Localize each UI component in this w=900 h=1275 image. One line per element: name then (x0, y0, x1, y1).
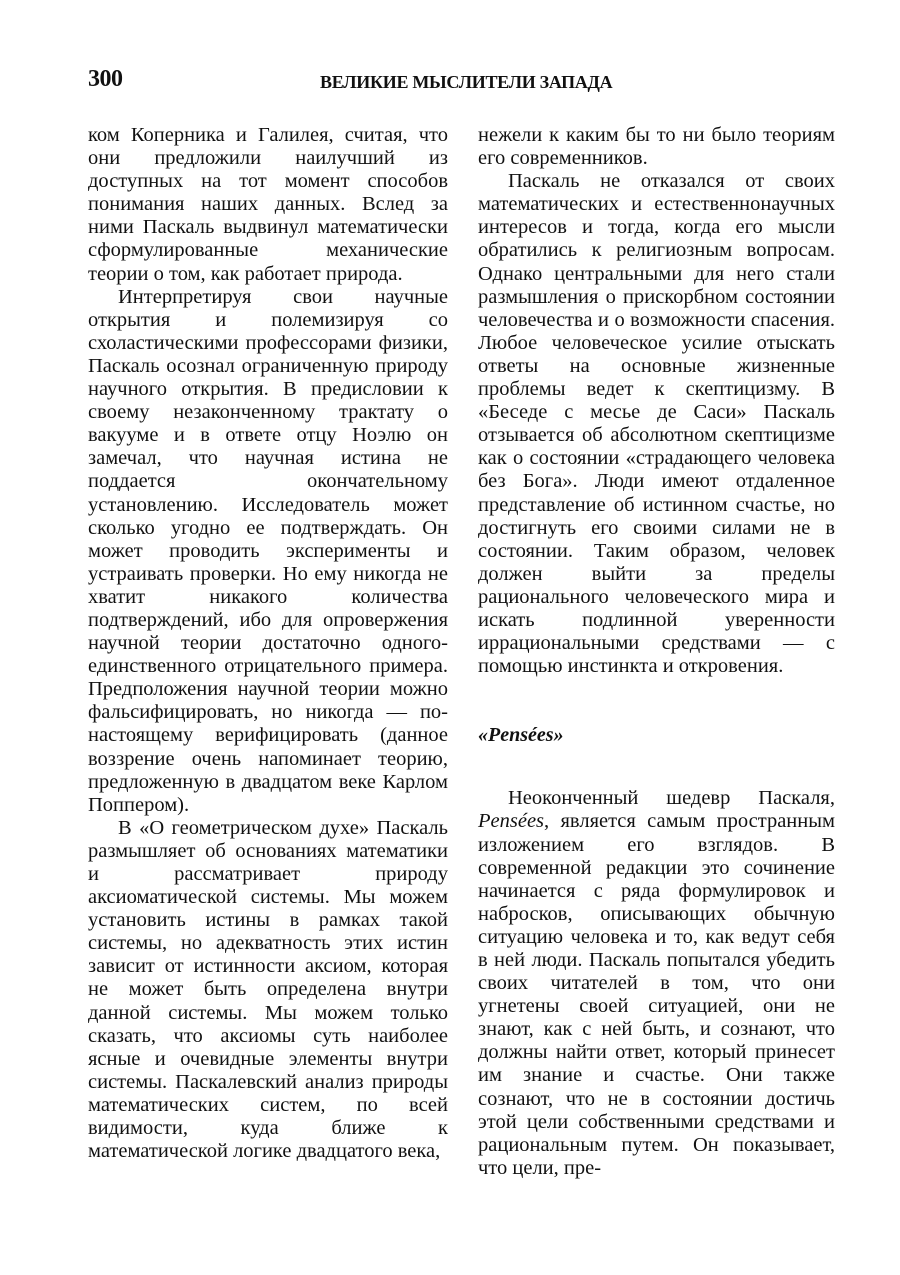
paragraph-text: , является самым пространным изложением его взглядов. В современной редакции это сочинение начинается с ряда формулировок и набросков, описывающих обычную ситуацию человека и то, как ведут себя в ней люди. Паскаль попытался убедить своих читателей в том, что они угнетены своей ситуацией, они не знают, как с ней быть, и сознают, что должны найти ответ, который принесет им знание и счастье. Они также сознают, что не в состоянии достичь этой цели собственными средствами и рациональным путем. Он показывает, что цели, пре- (478, 810, 835, 1179)
page-header (88, 66, 840, 98)
italic-title: Pensées (478, 810, 545, 833)
running-title: ВЕЛИКИЕ МЫСЛИТЕЛИ ЗАПАДА (320, 72, 613, 92)
paragraph: Паскаль не отказался от своих математических и естественнонаучных интересов и тогда, когда его мысли обратились к религиозным вопросам. Однако центральными для него стали размышления о прискорбном состоянии человечества и о возможности спасения. Любое человеческое усилие отыскать ответы на основные жизненные проблемы ведет к скептицизму. В «Беседе с месье де Саси» Паскаль отзывается об абсолютном скептицизме как о состоянии «страдающего человека без Бога». Люди имеют отдаленное представление об истинном счастье, но достигнуть его своими силами не в состоянии. Таким образом, человек должен выйти за пределы рационального человеческого мира и искать подлинной уверенности иррациональными средствами — с помощью инстинкта и откровения. (478, 170, 835, 678)
paragraph: В «О геометрическом духе» Паскаль размышляет об основаниях математики и рассматривает природу аксиоматической системы. Мы можем установить истины в рамках такой системы, но адекватность этих истин зависит от истинности аксиом, которая не может быть определена внутри данной системы. Мы можем только сказать, что аксиомы суть наиболее ясные и очевидные элементы внутри системы. Паскалевский анализ природы математических систем, по всей видимости, куда ближе к математической логике двадцатого века, (88, 816, 448, 1163)
right-column (478, 124, 835, 1180)
page-number: 300 (88, 66, 123, 92)
paragraph (478, 787, 835, 1180)
left-column (88, 124, 448, 1163)
paragraph-text: Неоконченный шедевр Паскаля, (508, 787, 835, 810)
section-title: «Pensées» (478, 724, 564, 747)
paragraph: ком Коперника и Галилея, считая, что они предложили наилучший из доступных на тот момент способов понимания наших данных. Вслед за ними Паскаль выдвинул математически сформулированные механические теории о том, как работает природа. (88, 124, 448, 285)
paragraph: Интерпретируя свои научные открытия и полемизируя со схоластическими профессорами физики, Паскаль осознал ограниченную природу научного открытия. В предисловии к своему незаконченному трактату о вакууме и в ответе отцу Ноэлю он замечал, что научная истина не поддается окончательному установлению. Исследователь может сколько угодно ее подтверждать. Он может проводить эксперименты и устраивать проверки. Но ему никогда не хватит никакого количества подтверждений, ибо для опровержения научной теории достаточно одного-единственного отрицательного примера. Предположения научной теории можно фальсифицировать, но никогда — по-настоящему верифицировать (данное воззрение очень напоминает теорию, предложенную в двадцатом веке Карлом Поппером). (88, 285, 448, 816)
paragraph: нежели к каким бы то ни было теориям его современников. (478, 124, 835, 170)
